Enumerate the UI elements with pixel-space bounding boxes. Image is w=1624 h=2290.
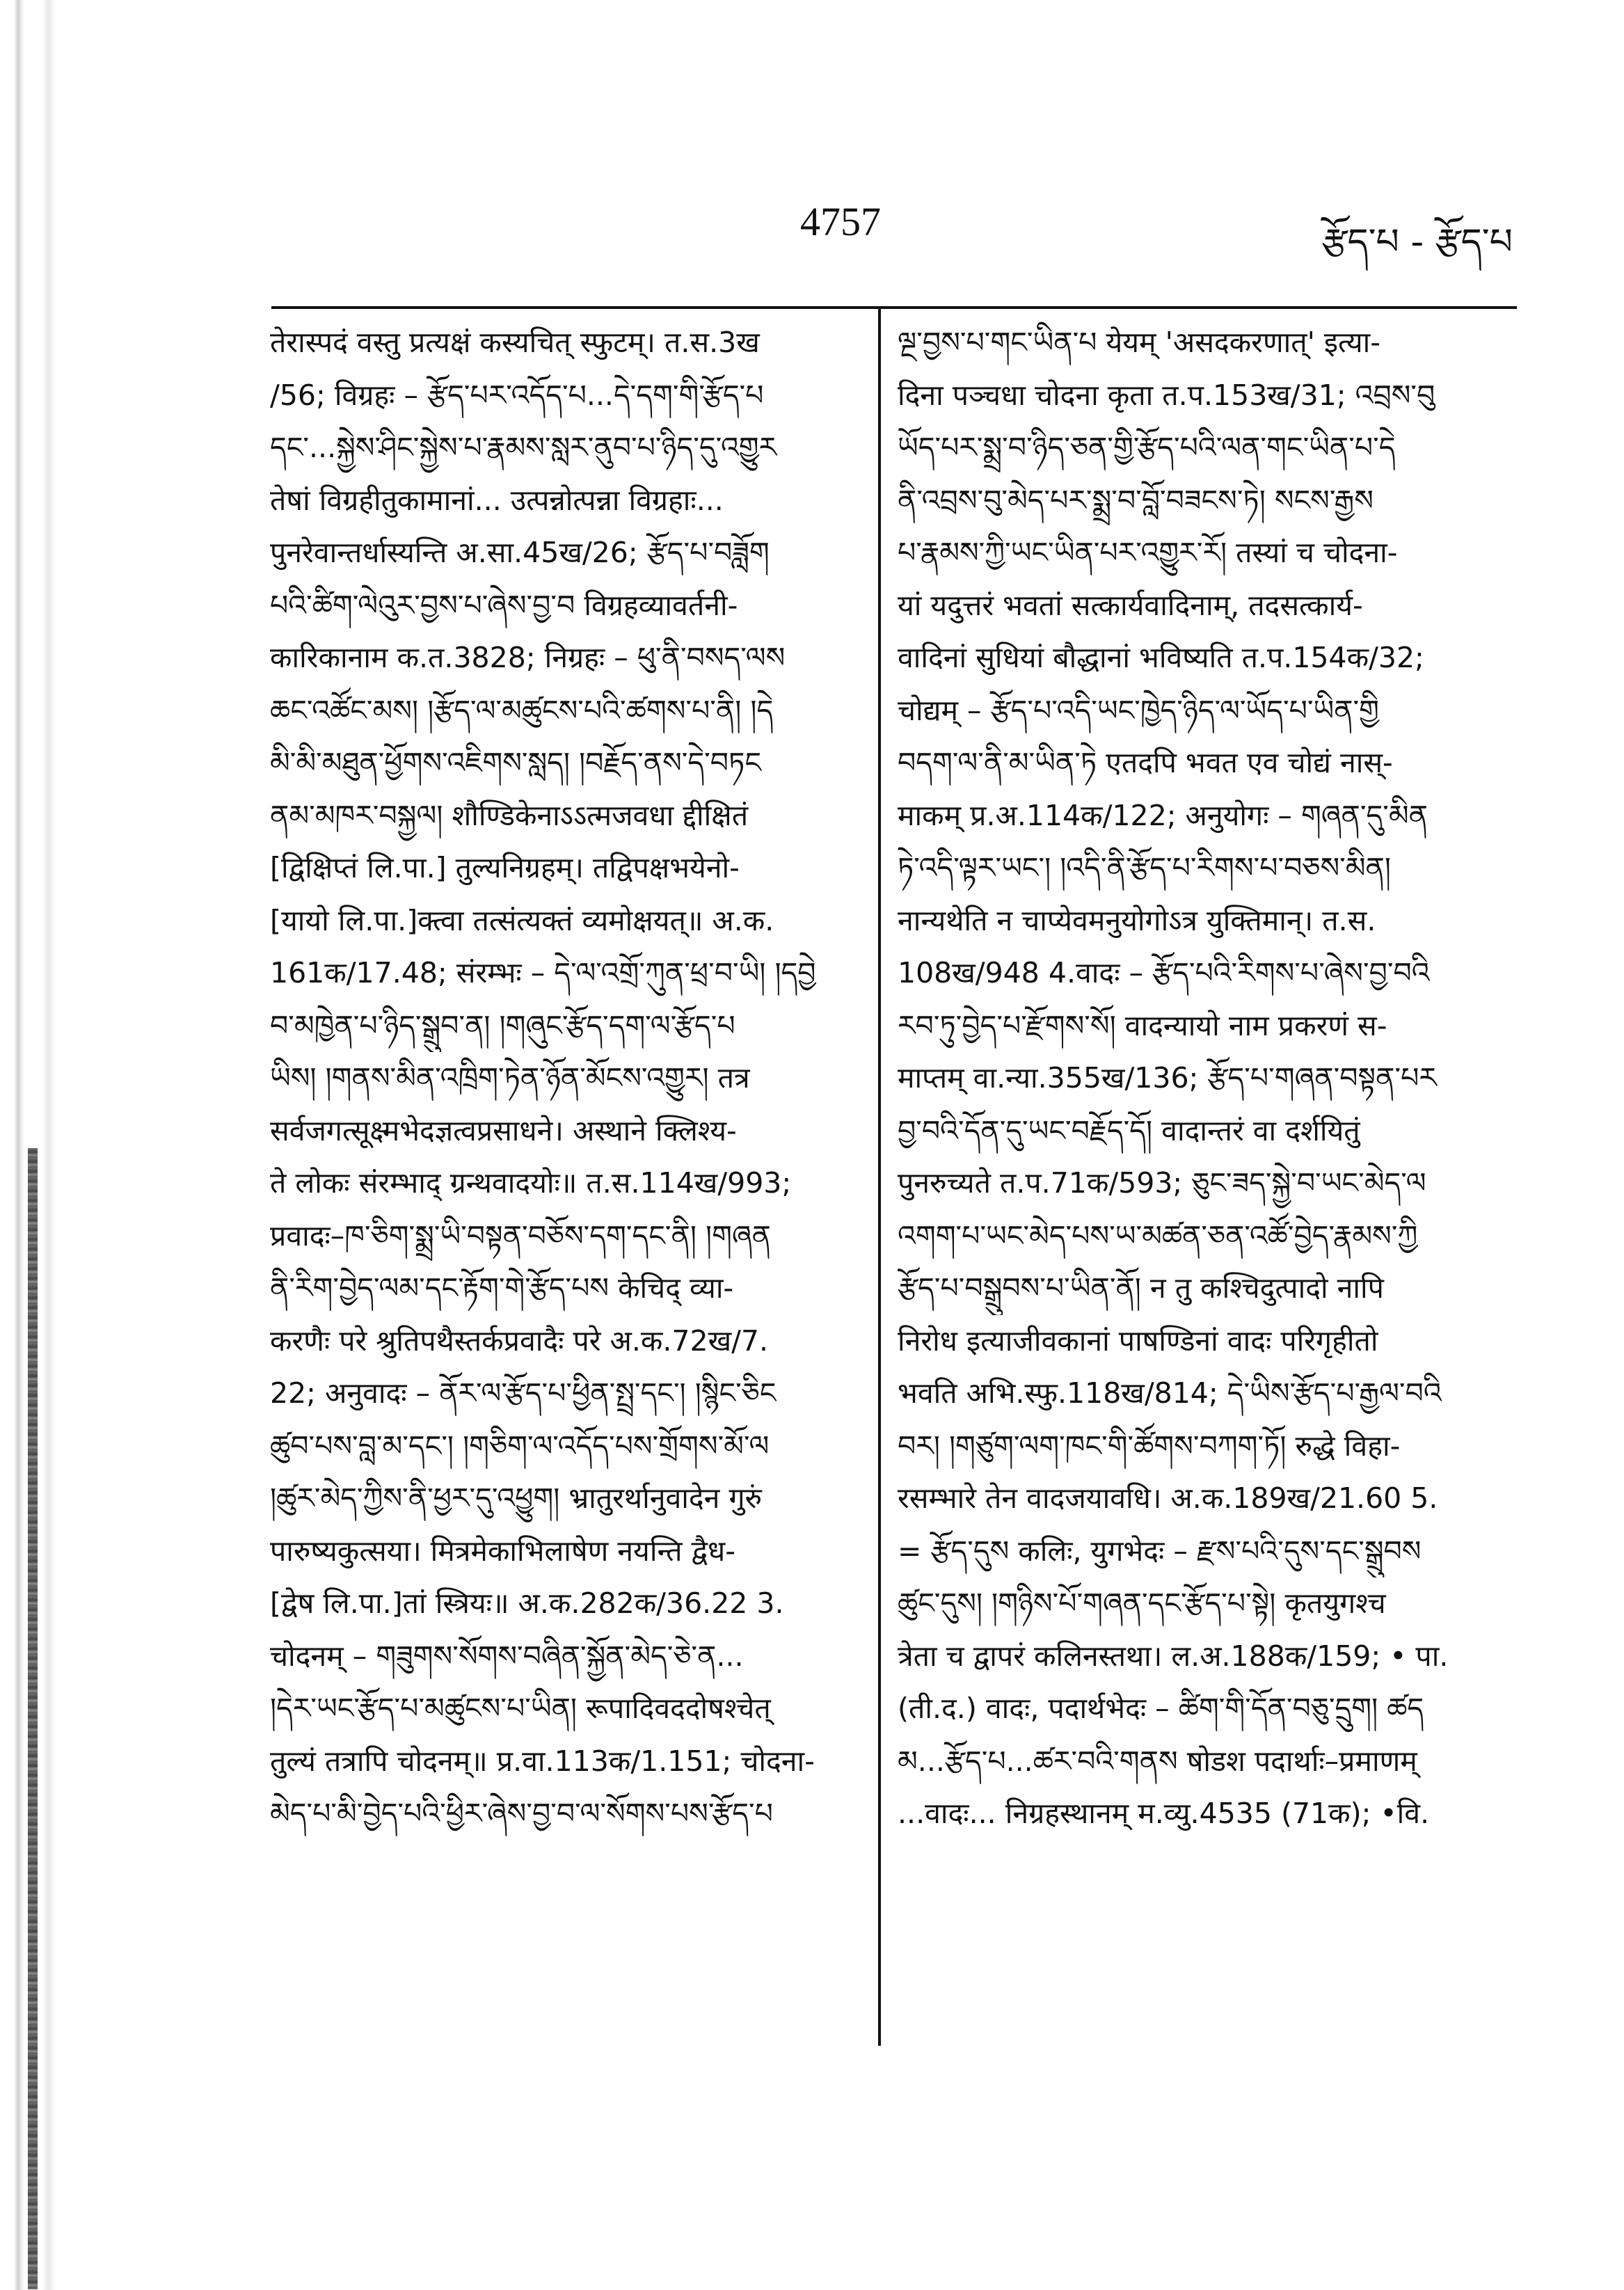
running-head: རྩོད་པ - རྩོད་པ [1321, 221, 1513, 263]
text-line: བྱ་བའི་དོན་དུ་ཡང་བརྗོད་དོ། वादान्तरं वा दर्शयितुं [898, 1113, 1360, 1147]
text-line: वादिनां सुधियां बौद्धानां भविष्यति त.प.154क/32; [898, 641, 1424, 674]
text-line: कारिकानाम क.त.3828; निग्रहः – ཕུ་ནི་བསད་ལས [270, 641, 786, 674]
page-number: 4757 [800, 199, 881, 244]
text-line: ཚུང་དུས། །གཉིས་པོ་གཞན་དང་རྩོད་པ་སྟེ། कृतयुगश्च [898, 1587, 1386, 1620]
text-line: सर्वजगत्सूक्ष्मभेदज्ञत्वप्रसाधने। अस्थाने क्लिश्य- [270, 1113, 737, 1147]
text-line: 22; अनुवादः – ནོར་ལ་རྩོད་པ་ཕྱིན་སྤྲ་དང་། །སྙིང་ཅིང [270, 1376, 777, 1410]
text-line: = རྩོད་དུས कलिः, युगभेदः – རྫས་པའི་དུས་དང་སྒྲུབས [898, 1534, 1422, 1568]
text-line: བདག་ལ་ནི་མ་ཡིན་ཏེ एतदपि भवत एव चोद्यं नास्- [898, 746, 1393, 779]
text-line: རབ་ཏུ་བྱེད་པ་རྫོགས་སོ། वादन्यायो नाम प्रकरणं स- [898, 1008, 1387, 1042]
text-line: མ...རྩོད་པ...ཚར་བའི་གནས षोडश पदार्थाः–प्रमाणम् [898, 1744, 1417, 1778]
text-line: ནི་རིག་བྱེད་ལམ་དང་རྟོག་གེ་རྩོད་པས केचिद् व्या- [270, 1271, 734, 1305]
column-divider [878, 306, 881, 2046]
text-line: 161क/17.48; संरम्भः – དེ་ལ་འགྲོ་ཀུན་ཕྲ་བ་ཡི། །དབྱེ [270, 956, 816, 989]
text-line: तेरास्पदं वस्तु प्रत्यक्षं कस्यचित् स्फुटम्। त.स.3ख [270, 326, 760, 359]
header-rule [271, 306, 1517, 309]
text-line: ནི་འབྲས་བུ་མེད་པར་སྨྲ་བ་བློ་བཟངས་ཏེ། སངས་རྒྱས [898, 483, 1374, 517]
text-line: ནམ་མཁར་བསྐྱལ། शौण्डिकेनाऽऽत्मजवधा द्दीक्षितं [270, 798, 749, 832]
text-line: प्रवादः–ཁ་ཅིག་སྨྲ་ཡི་བསྟན་བཅོས་དག་དང་ནི། །གཞན [270, 1218, 771, 1253]
text-line: पुनरेवान्तर्धास्यन्ति अ.सा.45ख/26; རྩོད་པ་བཟློག [270, 536, 770, 569]
text-line: ཚུབ་པས་བླ་མ་དང་། །གཅིག་ལ་འདོད་པས་གྲོགས་མོ་ལ [270, 1429, 770, 1463]
text-line: (ती.द.) वादः, पदार्थभेदः – ཚིག་གི་དོན་བཅུ་དྲུག། ཚད [898, 1692, 1424, 1725]
text-line: पुनरुच्यते त.प.71क/593; ཅུང་ཟད་སྐྱེ་བ་ཡང་མེད་ལ [898, 1166, 1426, 1200]
text-line: མེད་པ་མི་བྱེད་པའི་ཕྱིར་ཞེས་བྱ་བ་ལ་སོགས་པས་རྩོད་པ [270, 1797, 773, 1830]
text-line: ...वादः... निग्रहस्थानम् म.व्यु.4535 (71क); •वि. [898, 1797, 1430, 1830]
text-line: चोद्यम् – རྩོད་པ་འདི་ཡང་ཁྱེད་ཉིད་ལ་ཡོད་པ་ཡིན་གྱི [898, 693, 1380, 727]
text-line: नान्यथेति न चाप्येवमनुयोगोऽत्र युक्तिमान्। त.स. [898, 903, 1376, 937]
text-line: བར། །གཙུག་ལག་ཁང་གི་ཚོགས་བཀག་ཏོ། रुद्धे विहा- [898, 1429, 1401, 1463]
text-line: माप्तम् वा.न्या.355ख/136; རྩོད་པ་གཞན་བསྟན་པར [898, 1061, 1437, 1095]
text-line: /56; विग्रहः – རྩོད་པར་འདོད་པ...དེ་དག་གི་རྩོད་པ [270, 378, 764, 412]
text-line: ཡོད་པར་སྨྲ་བ་ཉིད་ཅན་གྱི་རྩོད་པའི་ལན་གང་ཡིན་པ་དེ [898, 431, 1396, 464]
text-line: ལྔ་བྱས་པ་གང་ཡིན་པ येयम् 'असदकरणात्' इत्या- [898, 326, 1381, 359]
text-line: तुल्यं तत्रापि चोदनम्॥ प्र.वा.113क/1.151; चोदना- [270, 1744, 815, 1778]
text-line: རྩོད་པ་བསྒྲུབས་པ་ཡིན་ནོ། न तु कश्चिदुत्पादो नापि [898, 1271, 1384, 1305]
text-line: तेषां विग्रहीतुकामानां... उत्पन्नोत्पन्ना विग्रहाः... [270, 483, 724, 517]
text-line: चोदनम् – གཟུགས་སོགས་བཞིན་སྐྱོན་མེད་ཅེ་ན... [270, 1639, 744, 1673]
text-line: रसम्भारे तेन वादजयावधि। अ.क.189ख/21.60 5. [898, 1481, 1438, 1515]
text-line: भवति अभि.स्फु.118ख/814; དེ་ཡིས་རྩོད་པ་རྒྱལ་བའི [898, 1376, 1442, 1410]
text-line: 108ख/948 4.वादः – རྩོད་པའི་རིགས་པ་ཞེས་བྱ་བའི [898, 956, 1430, 989]
text-line: ते लोकः संरम्भाद् ग्रन्थवादयोः॥ त.स.114ख/993; [270, 1166, 792, 1200]
text-line: करणैः परे श्रुतिपथैस्तर्कप्रवादैः परे अ.क.72ख/7. [270, 1323, 769, 1358]
text-line: མི་མི་མཐུན་ཕྱོགས་འཇིགས་སླད། །བརྗོད་ནས་དེ་བཏང [270, 746, 761, 779]
text-line: [द्वेष लि.पा.]तां स्त्रियः॥ अ.क.282क/36.22 3. [270, 1587, 784, 1620]
text-line: त्रेता च द्वापरं कलिनस्तथा। ल.अ.188क/159; • पा. [898, 1639, 1449, 1673]
text-line: यां यदुत्तरं भवतां सत्कार्यवादिनाम्, तदसत्कार्य- [898, 588, 1363, 622]
text-line: པའི་ཚིག་ལེའུར་བྱས་པ་ཞེས་བྱ་བ विग्रहव्यावर्तनी- [270, 588, 738, 622]
text-line: །དེར་ཡང་རྩོད་པ་མཚུངས་པ་ཡིན། रूपादिवददोषश्चेत् [270, 1692, 771, 1725]
text-line: निरोध इत्याजीवकानां पाषण्डिनां वादः परिगृहीतो [898, 1323, 1378, 1358]
text-line: ཏེ་འདི་ལྟར་ཡང་། །འདི་ནི་རྩོད་པ་རིགས་པ་བཅས་མིན། [898, 851, 1391, 884]
text-line: पारुष्यकुत्सया। मित्रमेकाभिलाषेण नयन्ति द्वैध- [270, 1534, 736, 1568]
text-line: [यायो लि.पा.]क्त्वा तत्संत्यक्तं व्यमोक्षयत्॥ अ.क. [270, 903, 774, 937]
text-line: པ་རྣམས་ཀྱི་ཡང་ཡིན་པར་འགྱུར་རོ། तस्यां च चोदना- [898, 536, 1398, 569]
text-line: दिना पञ्चधा चोदना कृता त.प.153ख/31; འབྲས་བུ [898, 378, 1435, 412]
text-line: འགག་པ་ཡང་མེད་པས་ཡ་མཚན་ཅན་འཚོ་བྱེད་རྣམས་ཀྱི [898, 1218, 1418, 1253]
text-line: ཆང་འཚོང་མས། །རྩོད་ལ་མཚུངས་པའི་ཚགས་པ་ནི། །དེ [270, 693, 774, 727]
text-line: །ཚུར་མེད་ཀྱིས་ནི་ཕྱར་དུ་འཕྱུག། भ्रातुरर्थानुवादेन गुरुं [270, 1481, 763, 1515]
text-line: [द्विक्षिप्तं लि.पा.] तुल्यनिग्रहम्। तद्विपक्षभयेनो- [270, 851, 740, 884]
right-column [898, 317, 1489, 1840]
text-line: माकम् प्र.अ.114क/122; अनुयोगः – གཞན་དུ་མིན [898, 798, 1428, 832]
text-line: བ་མཁྱེན་པ་ཉིད་སྒྲུབ་ན། །གཞུང་རྩོད་དག་ལ་རྩོད་པ [270, 1008, 735, 1042]
text-line: དང་...སྐྱེས་ཤིང་སྐྱེས་པ་རྣམས་སླར་ནུབ་པ་ཉིད་དུ་འགྱུར [270, 431, 777, 464]
left-column [270, 317, 861, 1840]
text-line: ཡིས། །གནས་མིན་འཁྲིག་ཏེན་ཉོན་མོངས་འགྱུར། तत्र [270, 1061, 750, 1095]
scan-binding-shadow [28, 1148, 38, 2289]
